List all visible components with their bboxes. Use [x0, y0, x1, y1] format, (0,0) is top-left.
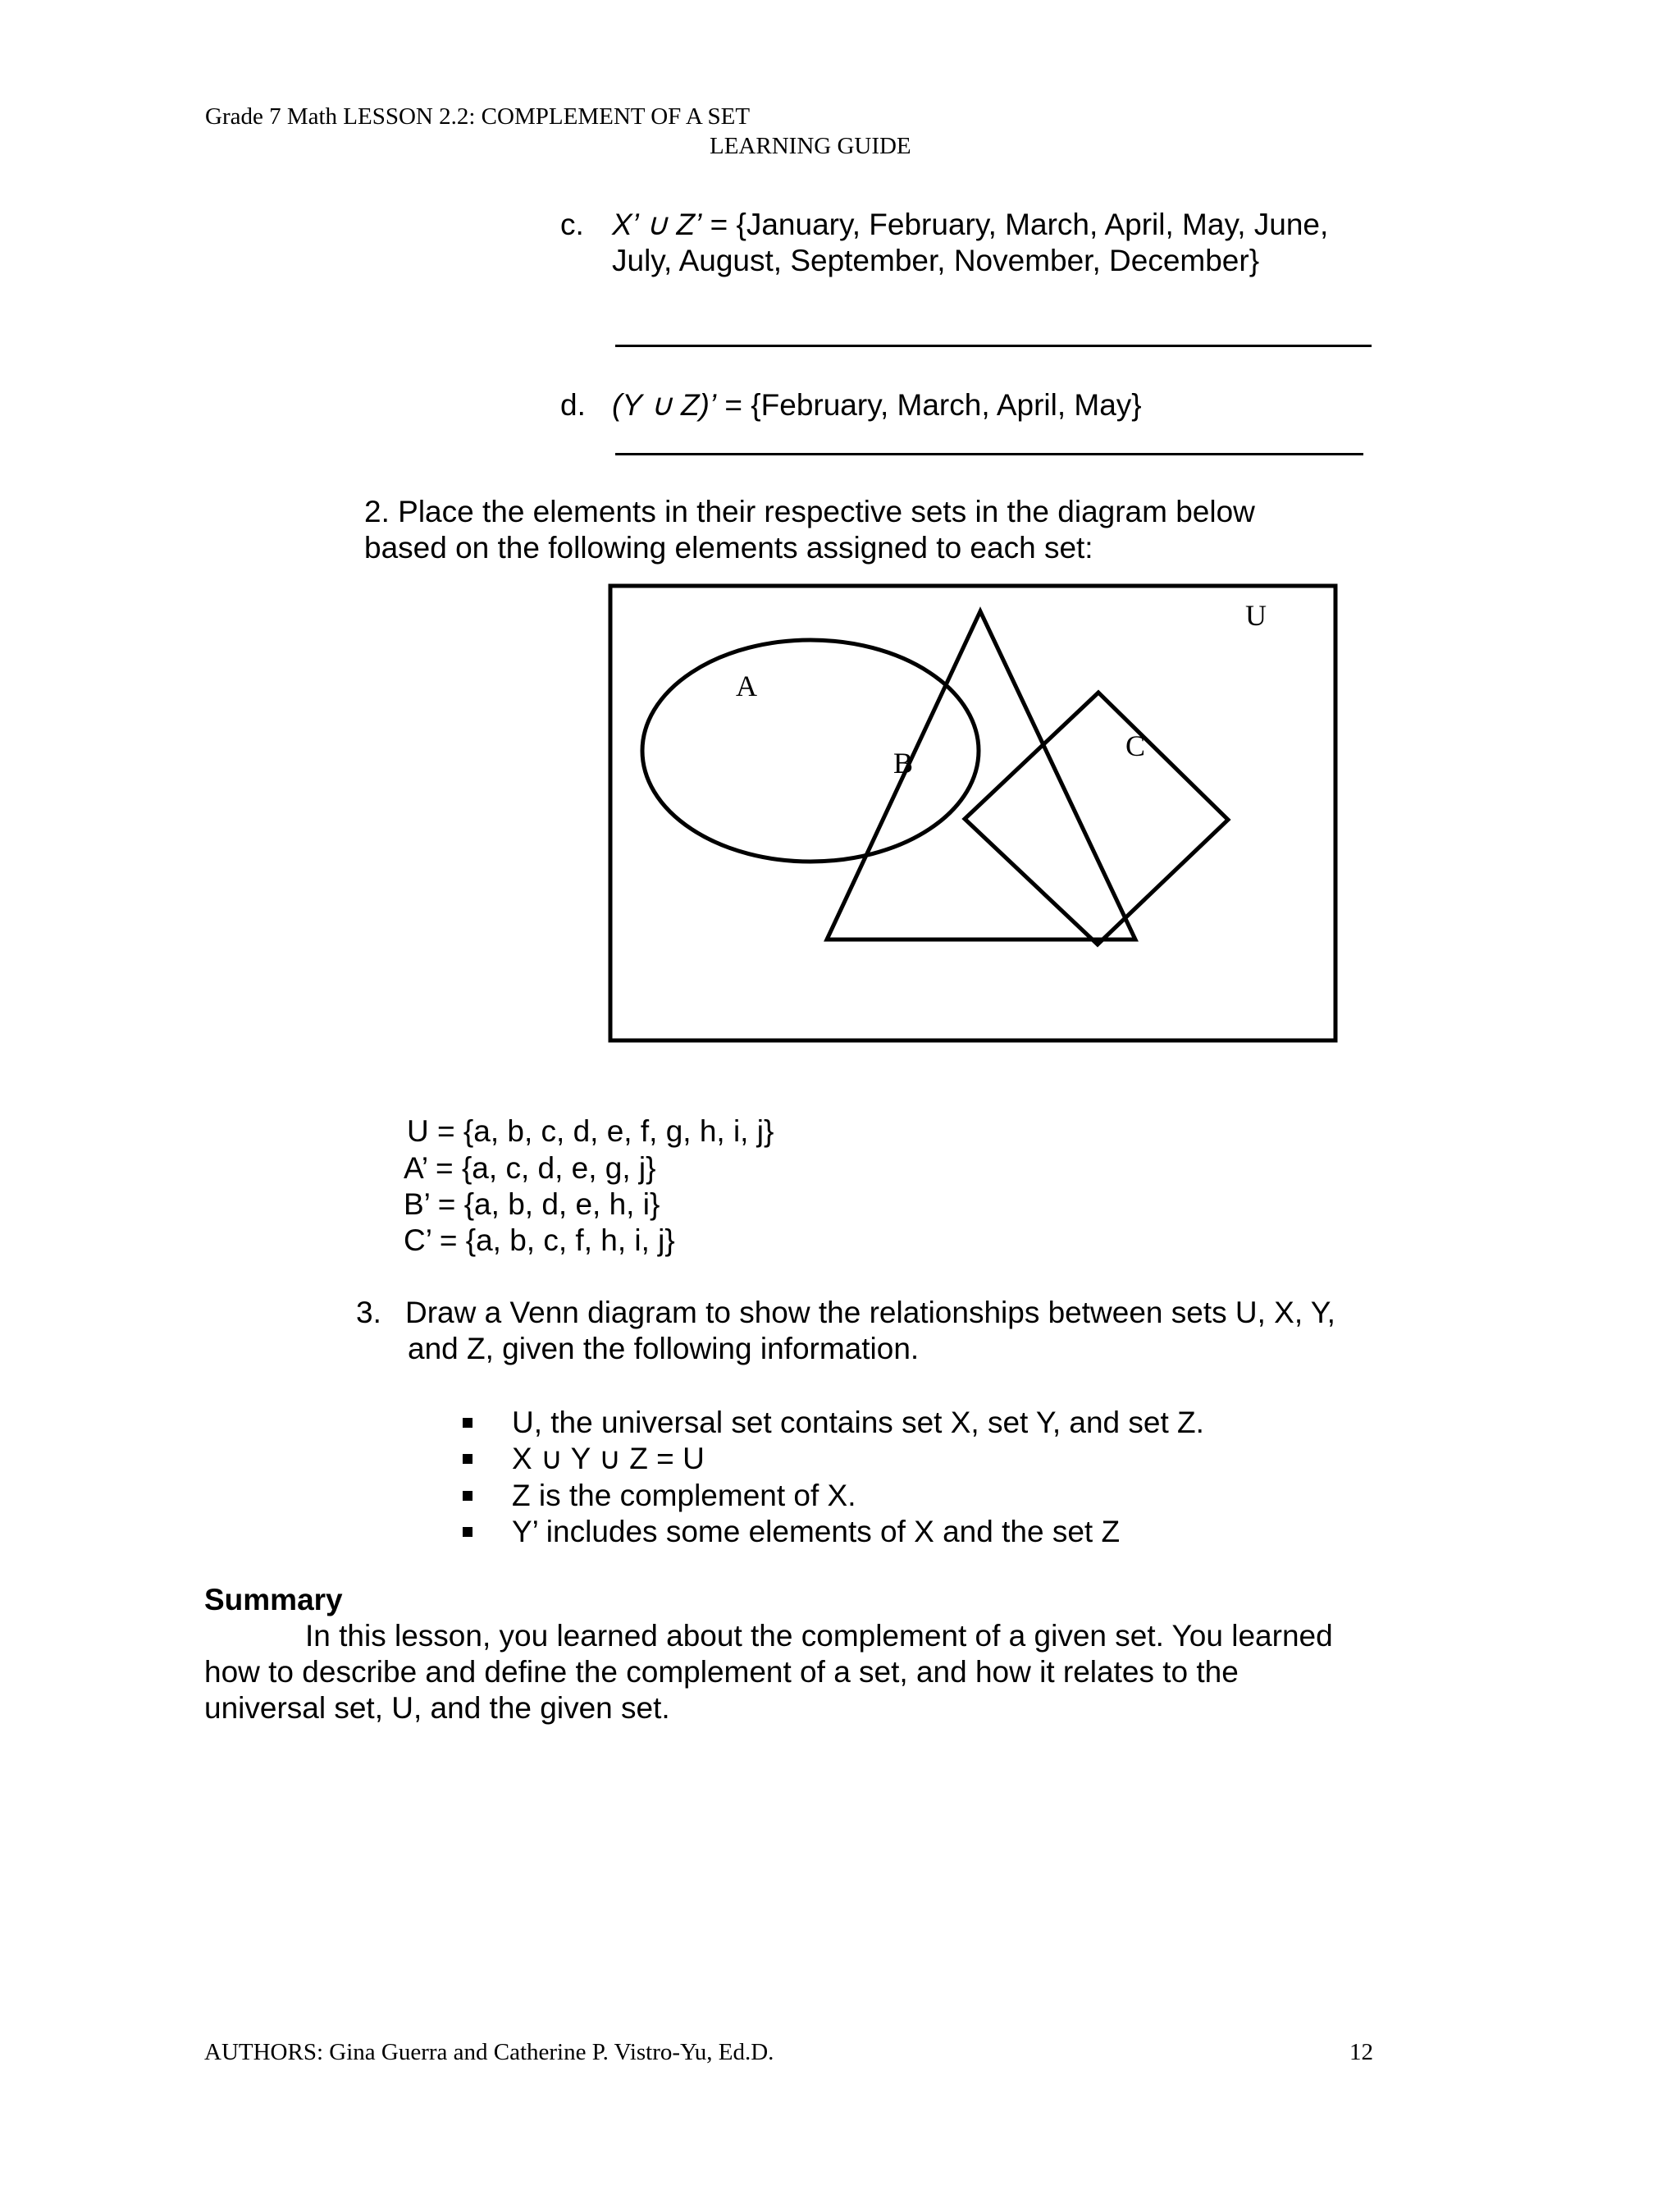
- item-c-set: = {January, February, March, April, May, June,: [701, 208, 1329, 241]
- summary-line3: universal set, U, and the given set.: [204, 1691, 670, 1725]
- bullet-marker: [463, 1491, 472, 1501]
- question-2-line2: based on the following elements assigned to each set:: [364, 531, 1093, 565]
- label-a: A: [736, 670, 757, 702]
- bullet-item: U, the universal set contains set X, set Y, and set Z.: [512, 1406, 1204, 1439]
- question-3-number: 3.: [356, 1296, 381, 1329]
- set-b-complement: B’ = {a, b, d, e, h, i}: [404, 1187, 660, 1221]
- bullet-item: Z is the complement of X.: [512, 1479, 856, 1512]
- bullet-marker: [463, 1418, 472, 1428]
- bullet-item: X ∪ Y ∪ Z = U: [512, 1442, 705, 1475]
- summary-line2: how to describe and define the complement of a set, and how it relates to the: [204, 1655, 1239, 1689]
- summary-line1: In this lesson, you learned about the complement of a given set. You learned: [305, 1619, 1333, 1653]
- question-3-line2: and Z, given the following information.: [408, 1332, 920, 1365]
- item-d-label: d.: [560, 388, 586, 422]
- set-c-complement: C’ = {a, b, c, f, h, i, j}: [404, 1223, 675, 1257]
- bullet-item: Y’ includes some elements of X and the set Z: [512, 1515, 1121, 1548]
- question-2-line1: 2. Place the elements in their respective sets in the diagram below: [364, 495, 1255, 528]
- item-d-set: = {February, March, April, May}: [716, 388, 1142, 422]
- set-a-ellipse: [642, 640, 979, 862]
- bullet-marker: [463, 1454, 472, 1464]
- label-b: B: [893, 747, 914, 780]
- set-b-triangle: [827, 611, 1135, 940]
- page-header-subtitle: LEARNING GUIDE: [710, 133, 911, 159]
- label-c: C: [1125, 729, 1146, 762]
- footer-authors: AUTHORS: Gina Guerra and Catherine P. Vistro-Yu, Ed.D.: [204, 2039, 774, 2065]
- summary-heading: Summary: [204, 1583, 343, 1616]
- item-c-line2: July, August, September, November, December}: [612, 244, 1260, 277]
- set-a-complement: A’ = {a, c, d, e, g, j}: [404, 1151, 656, 1185]
- question-3-line1: Draw a Venn diagram to show the relationships between sets U, X, Y,: [405, 1296, 1335, 1329]
- set-c-diamond: [965, 693, 1228, 944]
- item-d-expression: (Y ∪ Z)’: [612, 388, 717, 422]
- item-c-label: c.: [560, 208, 584, 241]
- item-c-expression: X’ ∪ Z’: [612, 208, 702, 241]
- set-u-definition: U = {a, b, c, d, e, f, g, h, i, j}: [407, 1114, 774, 1148]
- bullet-marker: [463, 1527, 472, 1537]
- page-header-title: Grade 7 Math LESSON 2.2: COMPLEMENT OF A SET: [205, 103, 751, 130]
- label-u: U: [1245, 599, 1267, 632]
- page-number: 12: [1349, 2039, 1373, 2065]
